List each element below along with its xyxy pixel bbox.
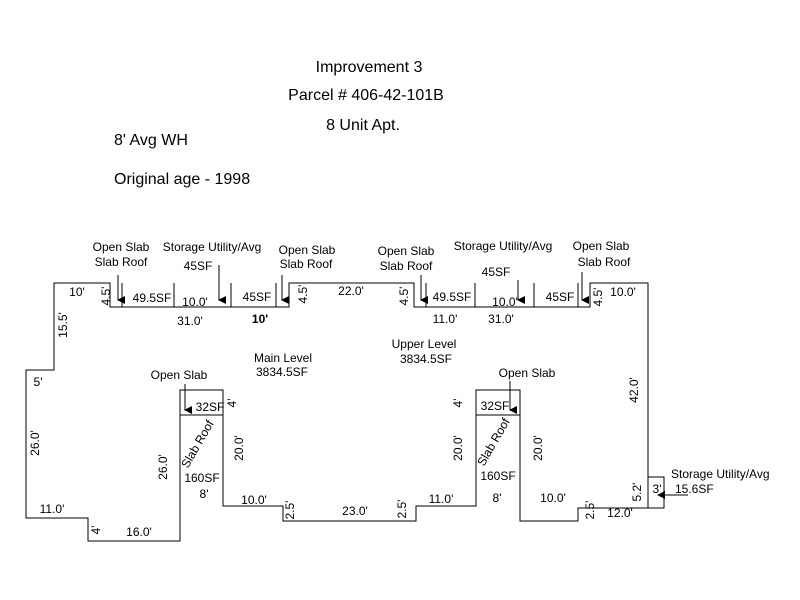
sub-area-label: 160SF [480,469,516,483]
dimension-label: 12.0' [607,506,633,520]
dimension-label: 20.0' [451,435,465,461]
dimension-label: 8' [492,491,502,505]
original-age-note: Original age - 1998 [114,171,251,188]
dimension-label: 10' [251,312,269,326]
dimension-label: 2.5' [283,500,297,520]
parcel-number: Parcel # 406-42-101B [288,87,444,104]
sub-area-label: 160SF [184,471,220,485]
dimension-label: 4.5' [296,284,310,304]
dimension-label: 4.5' [99,286,113,306]
dimension-label: 10' [69,285,85,299]
upper-level-label: Upper Level [391,337,457,351]
callout-open-slab-4: Open Slab Slab Roof [572,239,631,269]
dimension-label: 26.0' [28,430,42,456]
callout-storage-utility-1: Storage Utility/Avg [162,240,262,254]
dimension-label: 31.0' [177,314,203,328]
sub-area-label: 49.5SF [432,290,472,304]
callout-open-slab-right: Open Slab [498,366,556,380]
callout-open-slab-1: Open Slab Slab Roof [92,240,150,269]
dimension-label: 4' [451,398,465,408]
dimension-label: 11.0' [432,312,458,326]
dimension-label: 10.0' [540,491,566,505]
dimension-label: 3' [652,482,662,496]
dimension-label: 22.0' [338,284,364,298]
callout-storage-utility-2: Storage Utility/Avg [453,239,553,253]
dimension-label: 4.5' [591,287,605,307]
dimension-label: 4' [89,525,103,535]
dimension-label: 23.0' [342,504,368,518]
dimension-label: 15.5' [56,312,70,338]
main-level-label: Main Level [253,351,313,365]
dimension-label: 4' [225,398,239,408]
sub-area-label: 32SF [480,399,510,413]
callout-open-slab-2: Open Slab Slab Roof [278,243,336,271]
callout-storage-utility-3: Storage Utility/Avg [671,467,770,481]
sub-area-label: Slab Roof [178,417,217,471]
dimension-label: 10.0' [492,295,518,309]
sub-area-label: 32SF [195,400,225,414]
wall-height-note: 8' Avg WH [114,132,188,149]
dimension-label: 20.0' [531,435,545,461]
callout-open-slab-left: Open Slab [150,368,208,382]
dimension-label: 10.0' [182,295,208,309]
dimension-label: 26.0' [156,454,170,480]
callout-open-slab-3: Open Slab Slab Roof [377,244,435,273]
dimension-label: 16.0' [126,525,152,539]
sub-area-label: Slab Roof [474,415,513,469]
callout-storage-utility-1-area: 45SF [183,259,213,273]
dimension-label: 10.0' [610,285,636,299]
dimension-label: 5.2' [630,482,644,502]
dimension-label: 42.0' [627,377,641,403]
building-description: 8 Unit Apt. [326,117,400,134]
dimension-label: 20.0' [232,435,246,461]
main-level-area: 3834.5SF [255,365,309,379]
dimension-label: 5' [33,375,43,389]
callout-storage-utility-3-area: 15.6SF [675,482,714,496]
dimension-label: 11.0' [39,502,65,516]
sub-area-label: 49.5SF [132,291,172,305]
dimension-label: 4.5' [397,286,411,306]
dimension-label: 8' [199,487,209,501]
improvement-title: Improvement 3 [315,59,423,76]
dimension-label: 2.5' [395,499,409,519]
upper-level-area: 3834.5SF [399,352,453,366]
dimension-label: 2.5' [583,500,597,520]
sub-area-label: 45SF [545,290,575,304]
dimension-label: 10.0' [241,493,267,507]
callout-storage-utility-2-area: 45SF [481,265,511,279]
sub-area-label: 45SF [242,290,272,304]
dimension-label: 31.0' [488,312,514,326]
dimension-label: 11.0' [428,492,454,506]
